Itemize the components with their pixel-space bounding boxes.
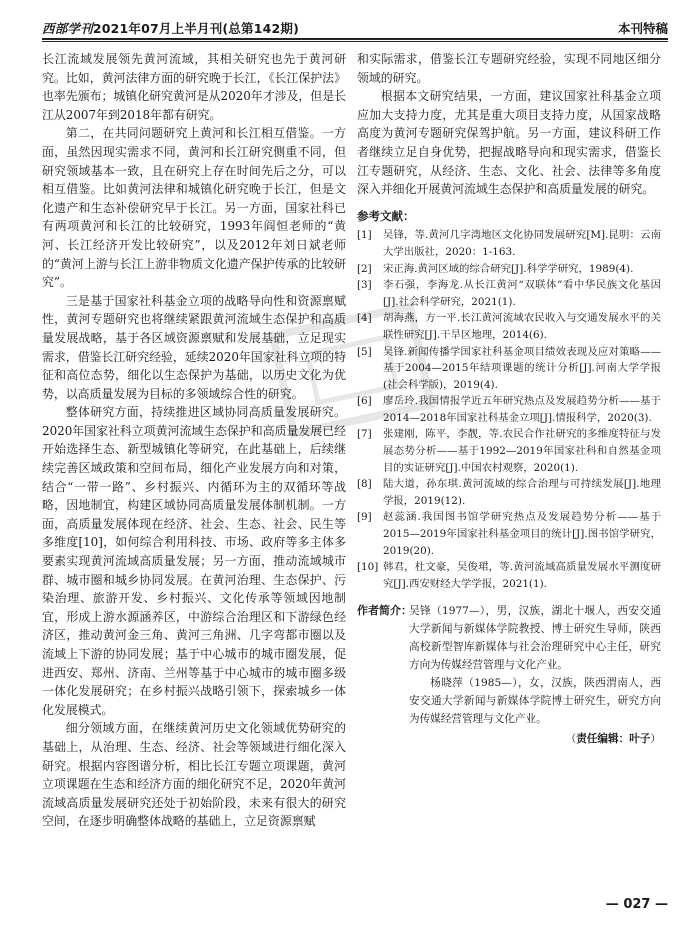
right-column xyxy=(357,50,661,749)
reference-number: [7] xyxy=(357,428,372,441)
body-paragraph: 和实际需求，借鉴长江专题研究经验，实现不同地区细分领域的研究。 xyxy=(357,52,661,85)
references-list xyxy=(357,227,661,592)
reference-number: [5] xyxy=(357,345,372,358)
references-title: 参考文献： xyxy=(357,208,415,223)
reference-text: 李石强，李海龙.从长江黄河“双联体”看中华民族文化基因[J].社会科学研究，2021(1). xyxy=(383,279,661,308)
body-paragraph: 细分领域方面，在继续黄河历史文化领域优势研究的基础上，从治理、生态、经济、社会等领域进行细化深入研究。根据内容图谱分析，相比长江专题立项课题，黄河立项课题在生态和经济方面的细化研究不足，2020年黄河流域高质量发展研究还处于初始阶段，未来有很大的研究空间，在逐步明确整体战略的基础上，立足资源禀赋 xyxy=(42,721,346,829)
reference-item xyxy=(357,344,661,394)
reference-text: 赵蕊涵.我国图书馆学研究热点及发展趋势分析——基于2015—2019年国家社科基金项目的统计[J].图书馆学研究，2019(20). xyxy=(383,511,661,557)
reference-item xyxy=(357,261,661,278)
reference-text: 宋正海.黄河区域的综合研究[J].科学学研究，1989(4). xyxy=(383,262,634,275)
reference-item xyxy=(357,310,661,343)
author-entry: 杨晓萍（1985—），女，汉族，陕西渭南人，西安交通大学新闻与新媒体学院博士研究生，研究方向为传媒经营管理与文化产业。 xyxy=(409,677,661,726)
header-rule-thick xyxy=(42,38,668,40)
reference-text: 韩君，杜文豪，吴俊珺，等.黄河流域高质量发展水平测度研究[J].西安财经大学学报，2021(1). xyxy=(383,561,661,590)
body-paragraph: 整体研究方面，持续推进区域协同高质量发展研究。2020年国家社科立项黄河流域生态保护和高质量发展已经开始选择生态、新型城镇化等研究，在此基础上，后续继续完善区域政策和空间布局，细化产业发展方向和对策，结合“一带一路”、乡村振兴、内循环为主的双循环等战略，因地制宜，构建区域协同高质量发展体制机制。一方面，高质量发展体现在经济、社会、生态、社会、民生等多维度[10]，如何综合利用科技、市场、政府等多主体多要素实现黄河流域高质量发展；另一方面，推动流域城市群、城市圈和城乡协同发展。在黄河治理、生态保护、污染治理、旅游开发、乡村振兴、文化传承等领域因地制宜，形成上游水源涵养区，中游综合治理区和下游绿色经济区，推动黄河金三角、黄河三角洲、几字弯都市圈以及流域上下游的协同发展；基于中心城市的城市圈发展，促进西安、郑州、济南、兰州等基于中心城市的城市圈多级一体化发展研究；在乡村振兴战略引领下，探索城乡一体化发展模式。 xyxy=(42,405,346,717)
editor-label: 责任编辑： xyxy=(576,733,630,746)
reference-number: [1] xyxy=(357,229,372,242)
editor-open-paren: （ xyxy=(565,733,577,746)
reference-text: 胡海燕，方一平.长江黄河流域农民收入与交通发展水平的关联性研究[J].干旱区地理，2014(6). xyxy=(383,312,661,341)
page-number: — 027 — xyxy=(605,897,668,912)
reference-item xyxy=(357,393,661,426)
section-title: 本刊特稿 xyxy=(617,21,668,36)
header-rule-thin xyxy=(42,41,668,42)
reference-text: 陆大道，孙东琪.黄河流域的综合治理与可持续发展[J].地理学报，2019(12). xyxy=(383,478,661,507)
reference-number: [8] xyxy=(357,478,372,491)
body-paragraph: 第二，在共同问题研究上黄河和长江相互借鉴。一方面，虽然因现实需求不同，黄河和长江研究侧重不同，但研究领域基本一致，且在研究上存在时间先后之分，可以相互借鉴。比如黄河法律和城镇化研究晚于长江，但是文化遗产和生态补偿研究早于长江。另一方面，国家社科已有两项黄河和长江的比较研究，1993年阎恒老师的“黄河、长江经济开发比较研究”，以及2012年刘日斌老师的“黄河上游与长江上游非物质文化遗产保护传承的比较研究”。 xyxy=(42,126,346,290)
issue-info: 2021年07月上半月刊(总第142期) xyxy=(92,21,300,36)
reference-item xyxy=(357,476,661,509)
reference-item xyxy=(357,227,661,260)
reference-number: [3] xyxy=(357,279,372,292)
reference-text: 廖岳玲.我国情报学近五年研究热点及发展趋势分析——基于2014—2018年国家社科基金立项[J].情报科学，2020(3). xyxy=(383,395,661,424)
journal-issue-line xyxy=(42,19,299,37)
reference-number: [10] xyxy=(357,561,379,574)
left-column xyxy=(42,50,346,831)
body-paragraph: 长江流域发展领先黄河流域，其相关研究也先于黄河研究。比如，黄河法律方面的研究晚于长江，《长江保护法》也率先颁布；城镇化研究黄河是从2020年才涉及，但是长江从2007年到2018年都有研究。 xyxy=(42,52,346,122)
reference-number: [2] xyxy=(357,262,372,275)
editor-close-paren: ） xyxy=(650,733,661,746)
reference-number: [6] xyxy=(357,395,372,408)
responsible-editor xyxy=(357,730,661,749)
author-bio-body xyxy=(409,602,661,728)
reference-item xyxy=(357,509,661,559)
journal-name: 西部学刊 xyxy=(42,21,93,36)
author-bio xyxy=(357,602,661,728)
author-bio-label: 作者简介： xyxy=(357,604,412,618)
page-header xyxy=(42,17,668,37)
editor-name: 叶子 xyxy=(629,733,651,746)
reference-number: [4] xyxy=(357,312,372,325)
reference-text: 吴锋，等.黄河几字湾地区文化协同发展研究[M].昆明：云南大学出版社，2020：1-163. xyxy=(383,229,661,258)
reference-item xyxy=(357,559,661,592)
body-paragraph: 三是基于国家社科基金立项的战略导向性和资源禀赋性，黄河专题研究也将继续紧跟黄河流域生态保护和高质量发展战略，基于各区域资源禀赋和发展基础，立足现实需求，借鉴长江研究经验，延续2020年国家社科立项的特征和高位态势，细化以生态保护为基础，以历史文化为优势，以高质量发展为目标的多领域综合性的研究。 xyxy=(42,293,346,401)
reference-item xyxy=(357,277,661,310)
author-entry: 吴锋（1977—），男，汉族，湖北十堰人，西安交通大学新闻与新媒体学院教授、博士研究生导师，陕西高校新型智库新媒体与社会治理研究中心主任，研究方向为传媒经营管理与文化产业。 xyxy=(409,605,661,672)
reference-number: [9] xyxy=(357,511,372,524)
reference-text: 吴锋.新闻传播学国家社科基金项目绩效表现及应对策略——基于2004—2015年结项课题的统计分析[J].河南大学学报(社会科学版)，2019(4). xyxy=(383,345,661,391)
reference-item xyxy=(357,426,661,476)
reference-text: 张建刚，陈平，李靓，等.农民合作社研究的多维度特征与发展态势分析——基于1992—2019年国家社科和自然基金项目的实证研究[J].中国农村观察，2020(1). xyxy=(383,428,661,474)
body-paragraph: 根据本文研究结果，一方面，建议国家社科基金立项应加大支持力度，尤其是重大项目支持力度，从国家战略高度为黄河专题研究保驾护航。另一方面，建议科研工作者继续立足自身优势，把握战略导向和现实需求，借鉴长江专题研究，从经济、生态、文化、社会、法律等多角度深入并细化开展黄河流域生态保护和高质量发展的研究。 xyxy=(357,89,661,197)
